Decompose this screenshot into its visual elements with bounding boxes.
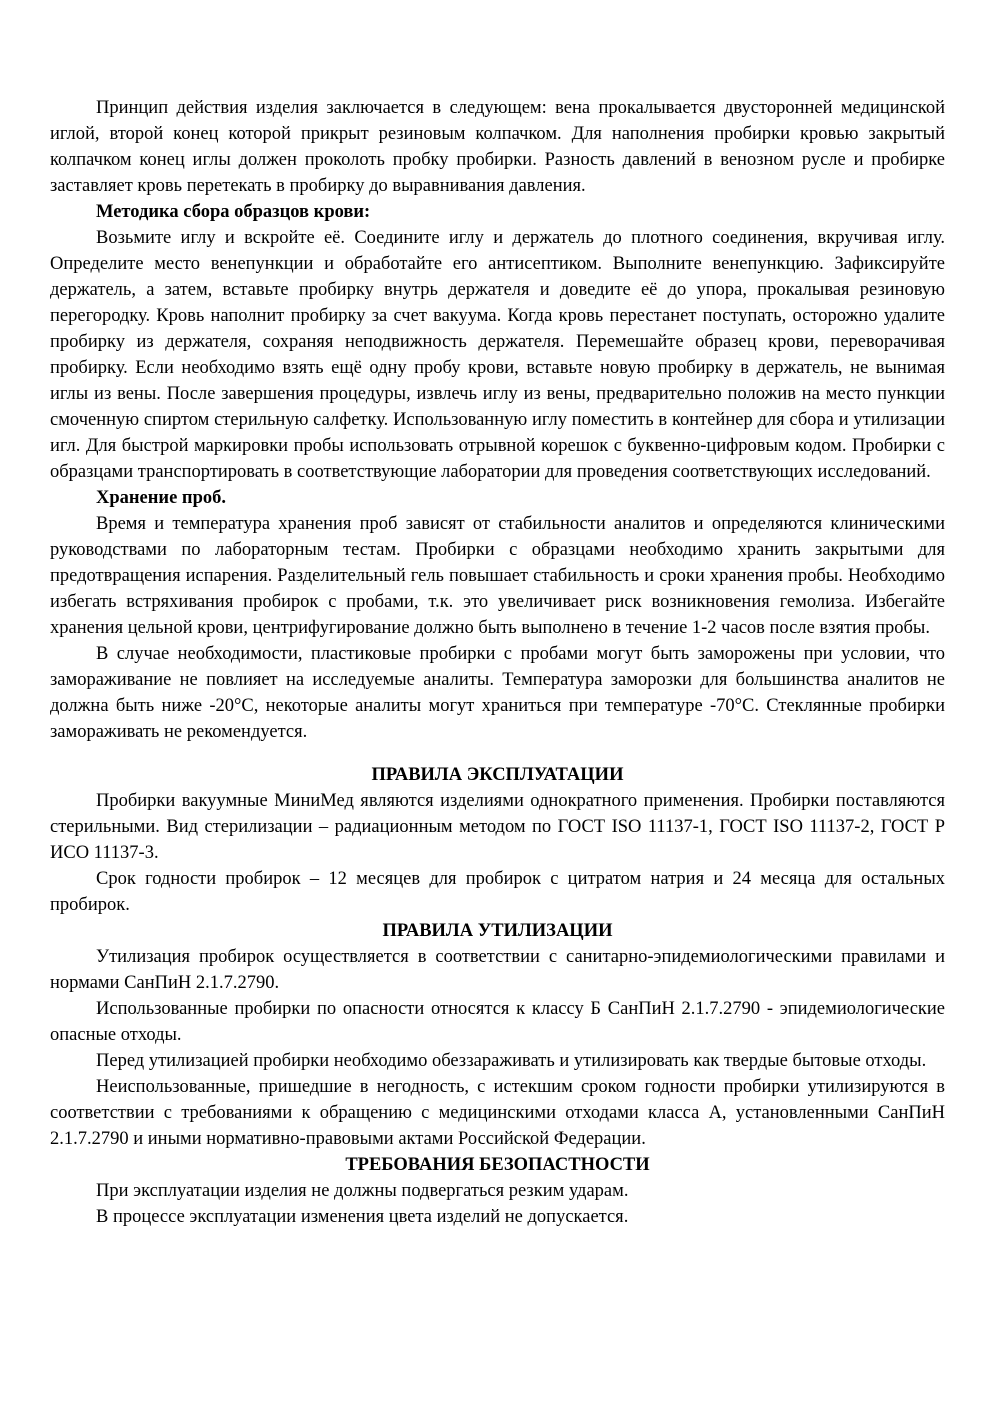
paragraph-decontamination: Перед утилизацией пробирки необходимо обеззараживать и утилизировать как твердые бытовые отходы.: [96, 1051, 927, 1071]
paragraph-collection-procedure: Возьмите иглу и вскройте её. Соедините иглу и держатель до плотного соединения, вкручивая иглу. Определите место венепункции и обработайте его антисептиком. Выполните венепункцию. Зафиксируйте держатель, а затем, вставьте пробирку внутрь держателя и доведите её до упора, прокалывая резиновую перегородку. Кровь наполнит пробирку за счет вакуума. Когда кровь перестанет поступать, осторожно удалите пробирку из держателя, сохраняя неподвижность держателя. Перемешайте образец крови, переворачивая пробирку. Если необходимо взять ещё одну пробу крови, вставьте новую пробирку в держатель, не вынимая иглы из вены. После завершения процедуры, извлечь иглу из вены, предварительно положив на место пункции смоченную спиртом стерильную салфетку. Использованную иглу поместить в контейнер для сбора и утилизации игл. Для быстрой маркировки пробы использовать отрывной корешок с буквенно-цифровым кодом. Пробирки с образцами транспортировать в соответствующие лаборатории для проведения соответствующих исследований.: [50, 228, 945, 482]
paragraph-operating-principle: Принцип действия изделия заключается в следующем: вена прокалывается двусторонней медицинской иглой, второй конец которой прикрыт резиновым колпачком. Для наполнения пробирки кровью закрытый колпачком конец иглы должен проколоть пробку пробирки. Разность давлений в венозном русле и пробирке заставляет кровь перетекать в пробирку до выравнивания давления.: [50, 98, 945, 196]
paragraph-impact-warning: При эксплуатации изделия не должны подвергаться резким ударам.: [96, 1181, 629, 1201]
heading-sample-storage: Хранение проб.: [96, 488, 226, 508]
paragraph-sterilization: Пробирки вакуумные МиниМед являются изделиями однократного применения. Пробирки поставляются стерильными. Вид стерилизации – радиационным методом по ГОСТ ISO 11137-1, ГОСТ ISO 11137-2, ГОСТ Р ИСО 11137-3.: [50, 791, 945, 863]
paragraph-used-tubes-class: Использованные пробирки по опасности относятся к классу Б СанПиН 2.1.7.2790 - эпидемиологические опасные отходы.: [50, 999, 945, 1045]
heading-disposal-rules: ПРАВИЛА УТИЛИЗАЦИИ: [382, 921, 613, 941]
heading-blood-collection-method: Методика сбора образцов крови:: [96, 202, 371, 222]
heading-safety-requirements: ТРЕБОВАНИЯ БЕЗОПАСТНОСТИ: [345, 1155, 650, 1175]
paragraph-freezing-conditions: В случае необходимости, пластиковые пробирки с пробами могут быть заморожены при условии, что замораживание не повлияет на исследуемые аналиты. Температура заморозки для большинства аналитов не должна быть ниже -20°С, некоторые аналиты могут храниться при температуре -70°С. Стеклянные пробирки замораживать не рекомендуется.: [50, 644, 945, 742]
paragraph-disposal-regulations: Утилизация пробирок осуществляется в соответствии с санитарно-эпидемиологическими правилами и нормами СанПиН 2.1.7.2790.: [50, 947, 945, 993]
heading-operation-rules: ПРАВИЛА ЭКСПЛУАТАЦИИ: [371, 765, 624, 785]
paragraph-unused-tubes-disposal: Неиспользованные, пришедшие в негодность, с истекшим сроком годности пробирки утилизируются в соответствии с требованиями к обращению с медицинскими отходами класса А, установленными СанПиН 2.1.7.2790 и иными нормативно-правовыми актами Российской Федерации.: [50, 1077, 945, 1149]
paragraph-shelf-life: Срок годности пробирок – 12 месяцев для пробирок с цитратом натрия и 24 месяца для остальных пробирок.: [50, 869, 945, 915]
paragraph-storage-conditions: Время и температура хранения проб зависят от стабильности аналитов и определяются клиническими руководствами по лабораторным тестам. Пробирки с образцами необходимо хранить закрытыми для предотвращения испарения. Разделительный гель повышает стабильность и сроки хранения пробы. Необходимо избегать встряхивания пробирок с пробами, т.к. это увеличивает риск возникновения гемолиза. Избегайте хранения цельной крови, центрифугирование должно быть выполнено в течение 1-2 часов после взятия пробы.: [50, 514, 945, 638]
paragraph-color-change-warning: В процессе эксплуатации изменения цвета изделий не допускается.: [96, 1207, 629, 1227]
